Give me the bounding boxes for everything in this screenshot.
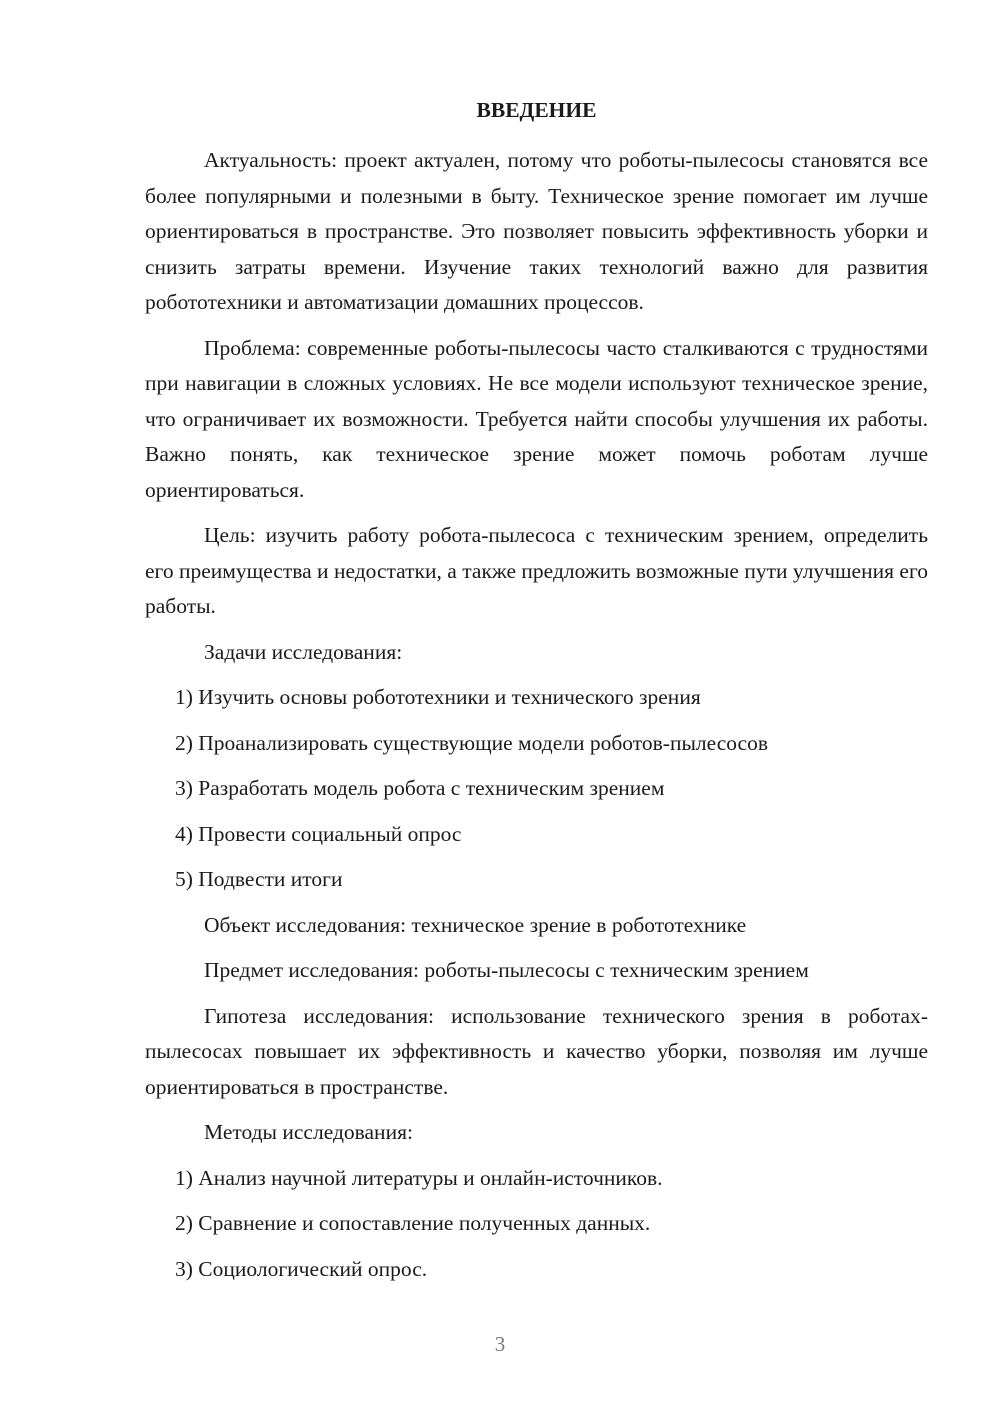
tasks-list [145, 680, 928, 898]
object-line: Объект исследования: техническое зрение в робототехнике [204, 912, 747, 937]
tasks-label: Задачи исследования: [204, 639, 403, 664]
list-item: 3) Социологический опрос. [175, 1256, 428, 1281]
goal-paragraph: Цель: изучить работу робота-пылесоса с техническим зрением, определить его преимущества и недостатки, а также предложить возможные пути улучшения его работы. [145, 523, 928, 618]
section-heading: ВВЕДЕНИЕ [476, 98, 597, 122]
page-number: 3 [494, 1332, 506, 1356]
hypothesis-paragraph: Гипотеза исследования: использование технического зрения в роботах-пылесосах повышает их эффективность и качество уборки, позволяя им лучше ориентироваться в пространстве. [145, 1003, 928, 1099]
list-item: 4) Провести социальный опрос [175, 821, 462, 846]
list-item: 1) Изучить основы робототехники и технического зрения [175, 685, 701, 709]
list-item: 2) Проанализировать существующие модели роботов-пылесосов [175, 730, 768, 755]
list-item: 2) Сравнение и сопоставление полученных данных. [175, 1211, 651, 1235]
list-item: 5) Подвести итоги [175, 867, 343, 891]
problem-paragraph: Проблема: современные роботы-пылесосы часто сталкиваются с трудностями при навигации в сложных условиях. Не все модели используют техническое зрение, что ограничивает их возможности. Требуется найти способы улучшения их работы. Важно понять, как техническое зрение может помочь роботам лучше ориентироваться. [145, 335, 928, 502]
list-item: 1) Анализ научной литературы и онлайн-источников. [175, 1165, 663, 1190]
list-item: 3) Разработать модель робота с техническим зрением [175, 776, 665, 800]
methods-label: Методы исследования: [204, 1120, 413, 1144]
relevance-paragraph: Актуальность: проект актуален, потому что роботы-пылесосы становятся все более популярными и полезными в быту. Техническое зрение помогает им лучше ориентироваться в пространстве. Это позволяет повысить эффективность уборки и снизить затраты времени. Изучение таких технологий важно для развития робототехники и автоматизации домашних процессов. [145, 148, 928, 314]
document-body [145, 94, 928, 1297]
subject-line: Предмет исследования: роботы-пылесосы с техническим зрением [204, 958, 809, 982]
methods-list [145, 1161, 928, 1288]
